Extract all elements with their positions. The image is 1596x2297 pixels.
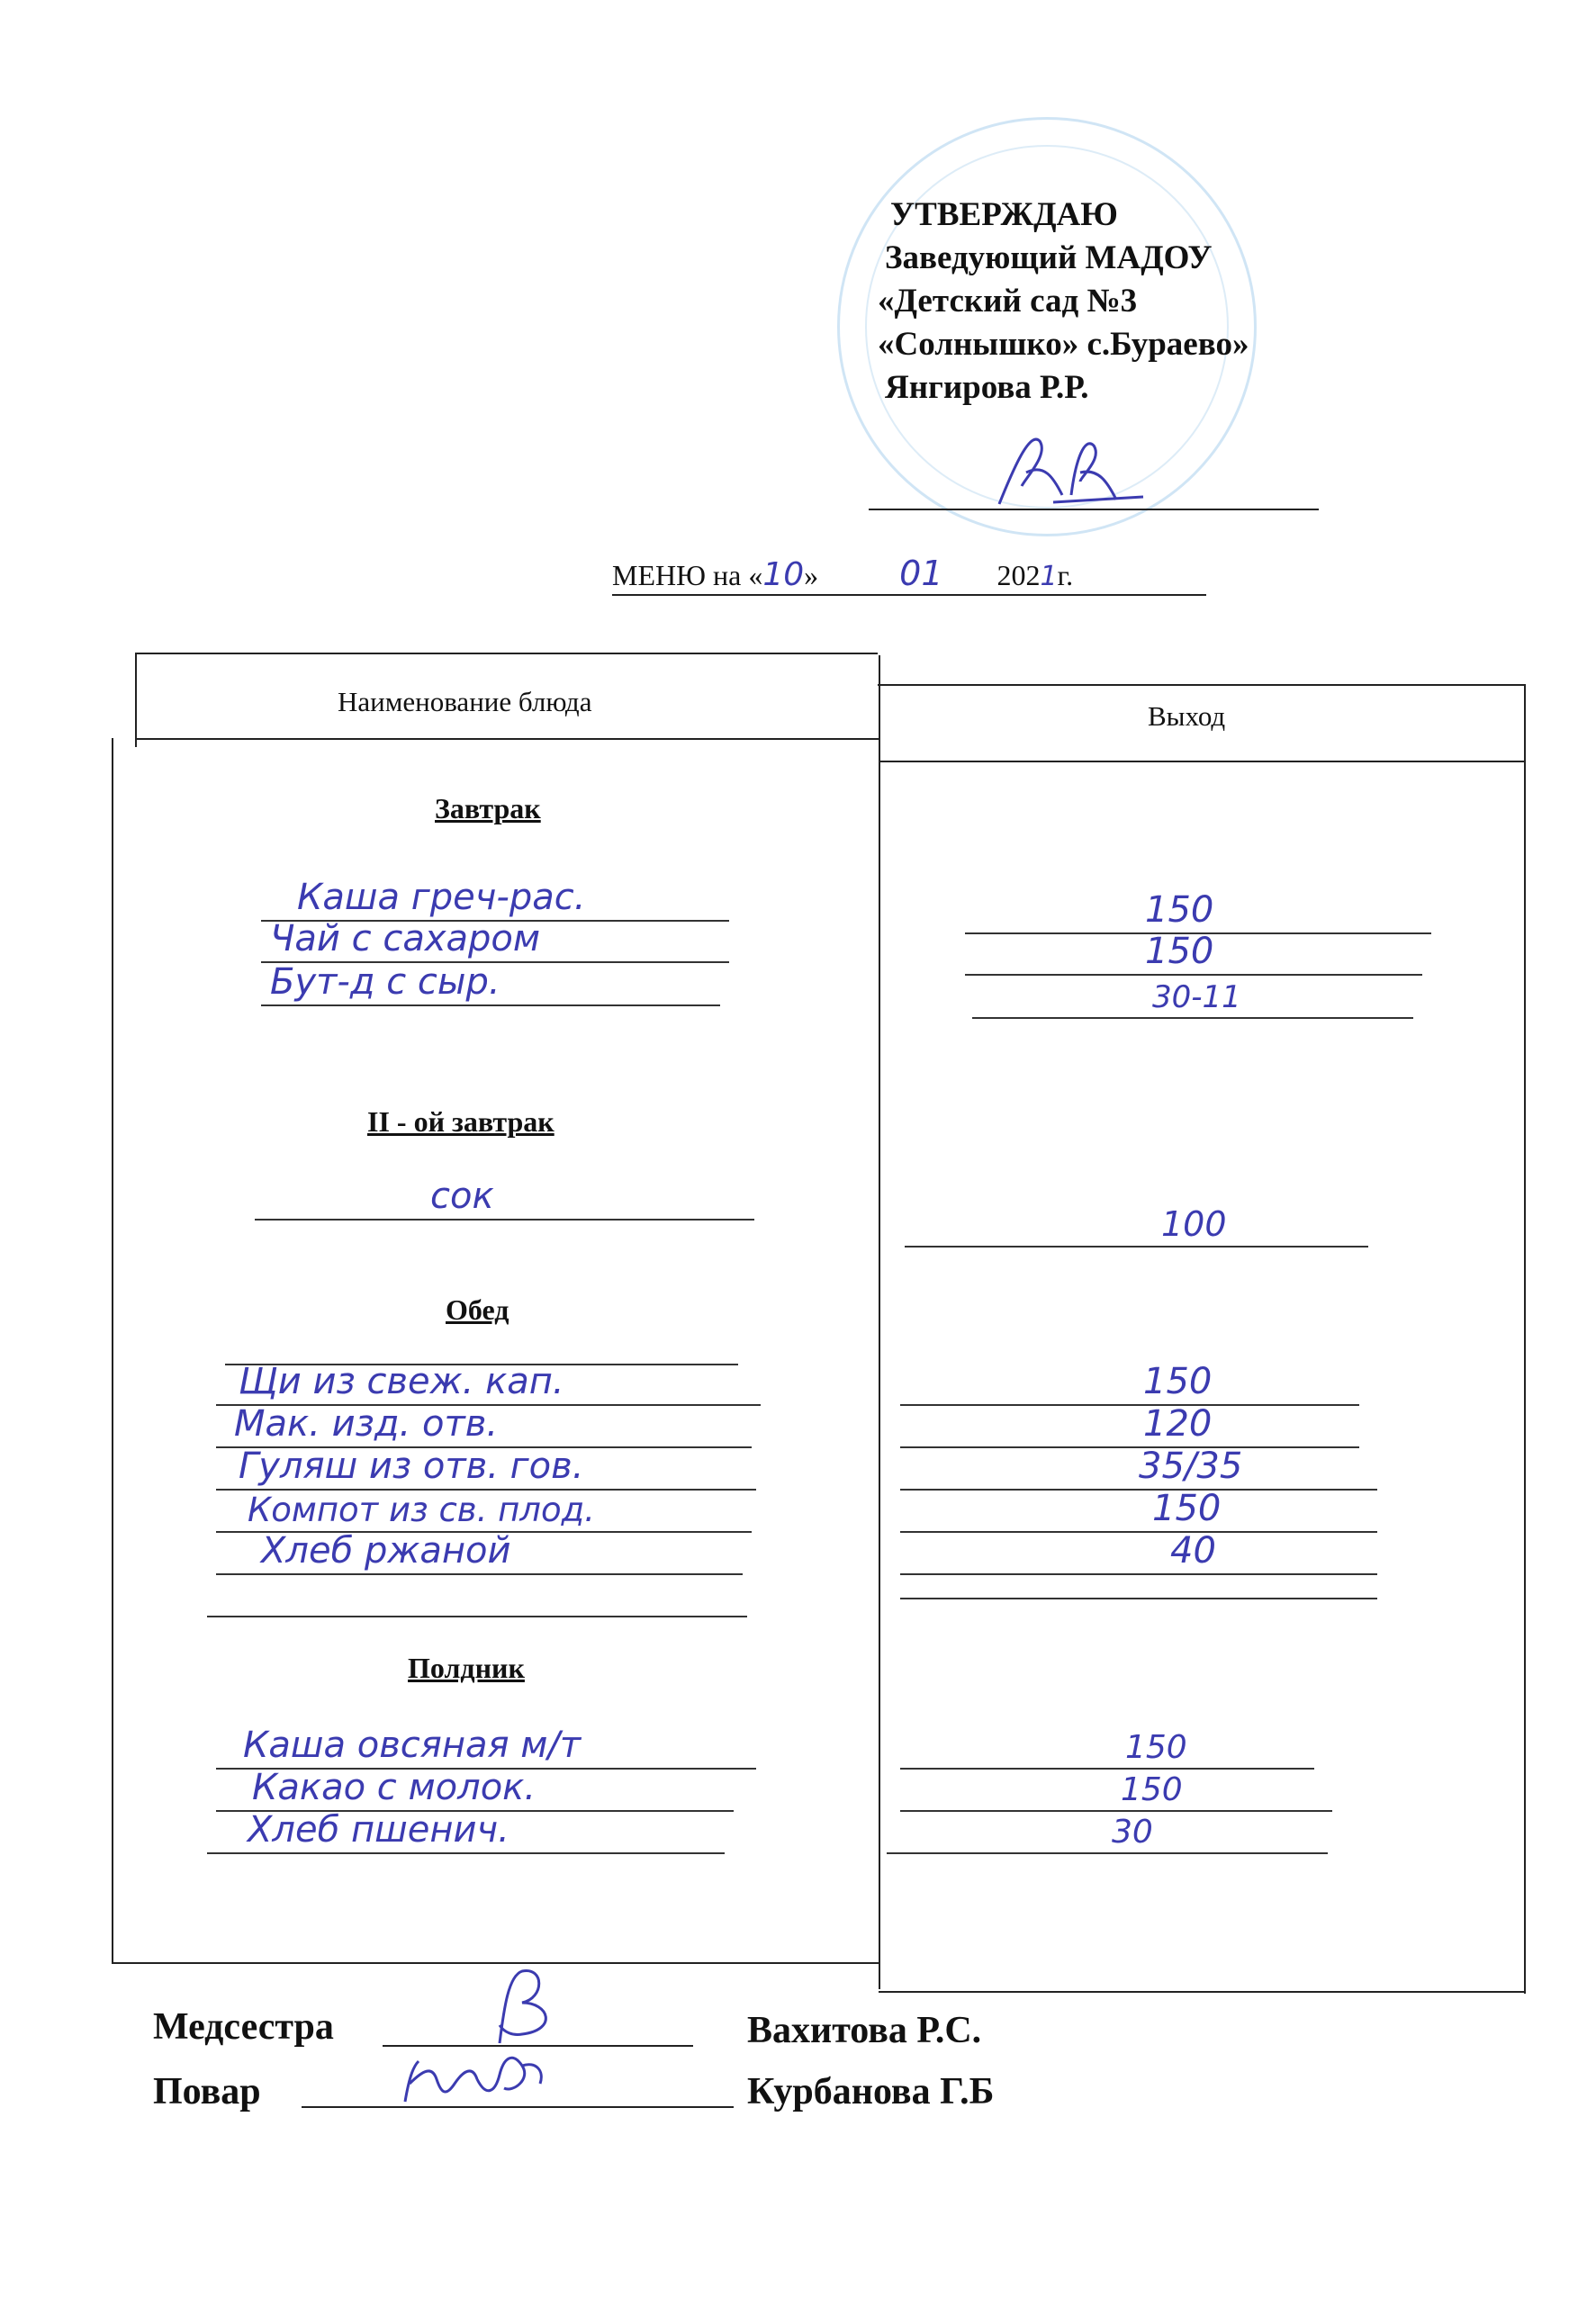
list-item: 100: [905, 1206, 1368, 1248]
menu-title-underline: [612, 594, 1206, 596]
list-item: Какао с молок.: [216, 1770, 734, 1812]
signature-name-cook: Курбанова Г.Б: [747, 2071, 995, 2112]
signature-role-nurse: Медсестра: [153, 2006, 334, 2048]
list-item: 150: [900, 1770, 1332, 1812]
list-item: 120: [900, 1407, 1359, 1448]
nurse-signature: [459, 1962, 585, 2048]
header-yield: Выход: [1148, 700, 1226, 732]
director-signature: [990, 423, 1152, 513]
list-item: 150: [900, 1491, 1377, 1533]
list-item: Хлеб пшенич.: [207, 1813, 725, 1854]
signature-name-nurse: Вахитова Р.С.: [747, 2010, 982, 2051]
list-item: 150: [965, 934, 1422, 976]
approval-org-line1: «Детский сад №3: [878, 283, 1138, 320]
section-second-breakfast: II - ой завтрак: [367, 1105, 555, 1138]
signature-role-cook: Повар: [153, 2071, 261, 2112]
list-item: 35/35: [900, 1449, 1377, 1491]
header-dish-name: Наименование блюда: [338, 686, 592, 717]
menu-day: 10: [762, 556, 805, 593]
section-afternoon-snack: Полдник: [408, 1652, 525, 1684]
list-item: Гуляш из отв. гов.: [216, 1449, 756, 1491]
list-item: Чай с сахаром: [261, 922, 729, 963]
list-item: Хлеб ржаной: [216, 1534, 743, 1575]
list-item: 150: [900, 1365, 1359, 1406]
approval-org-line2: «Солнышко» с.Бураево»: [878, 326, 1249, 363]
list-item: Компот из св. плод.: [216, 1491, 752, 1533]
menu-title: МЕНЮ на «10» 01 2021г.: [612, 554, 1074, 593]
list-item: 30: [887, 1813, 1328, 1854]
approval-position: Заведующий МАДОУ: [885, 239, 1213, 276]
list-item: 150: [900, 1728, 1314, 1770]
list-item: Щи из свеж. кап.: [216, 1365, 761, 1406]
cook-signature: [387, 2039, 567, 2120]
list-item: 150: [965, 893, 1431, 934]
director-signature-line: [869, 509, 1319, 510]
list-item: Мак. изд. отв.: [216, 1407, 752, 1448]
approval-block: [878, 194, 1249, 410]
approval-person: Янгирова Р.Р.: [885, 369, 1089, 406]
list-item: Каша греч-рас.: [261, 880, 729, 922]
menu-month: 01: [899, 554, 943, 593]
list-item: сок: [255, 1179, 754, 1221]
list-item: 30-11: [972, 977, 1413, 1019]
list-item: Бут-д с сыр.: [261, 965, 720, 1006]
section-lunch: Обед: [446, 1293, 509, 1326]
approval-title: УТВЕРЖДАЮ: [890, 196, 1118, 233]
list-item: Каша овсяная м/т: [216, 1728, 756, 1770]
section-breakfast: Завтрак: [435, 792, 541, 824]
list-item: 40: [900, 1534, 1377, 1575]
